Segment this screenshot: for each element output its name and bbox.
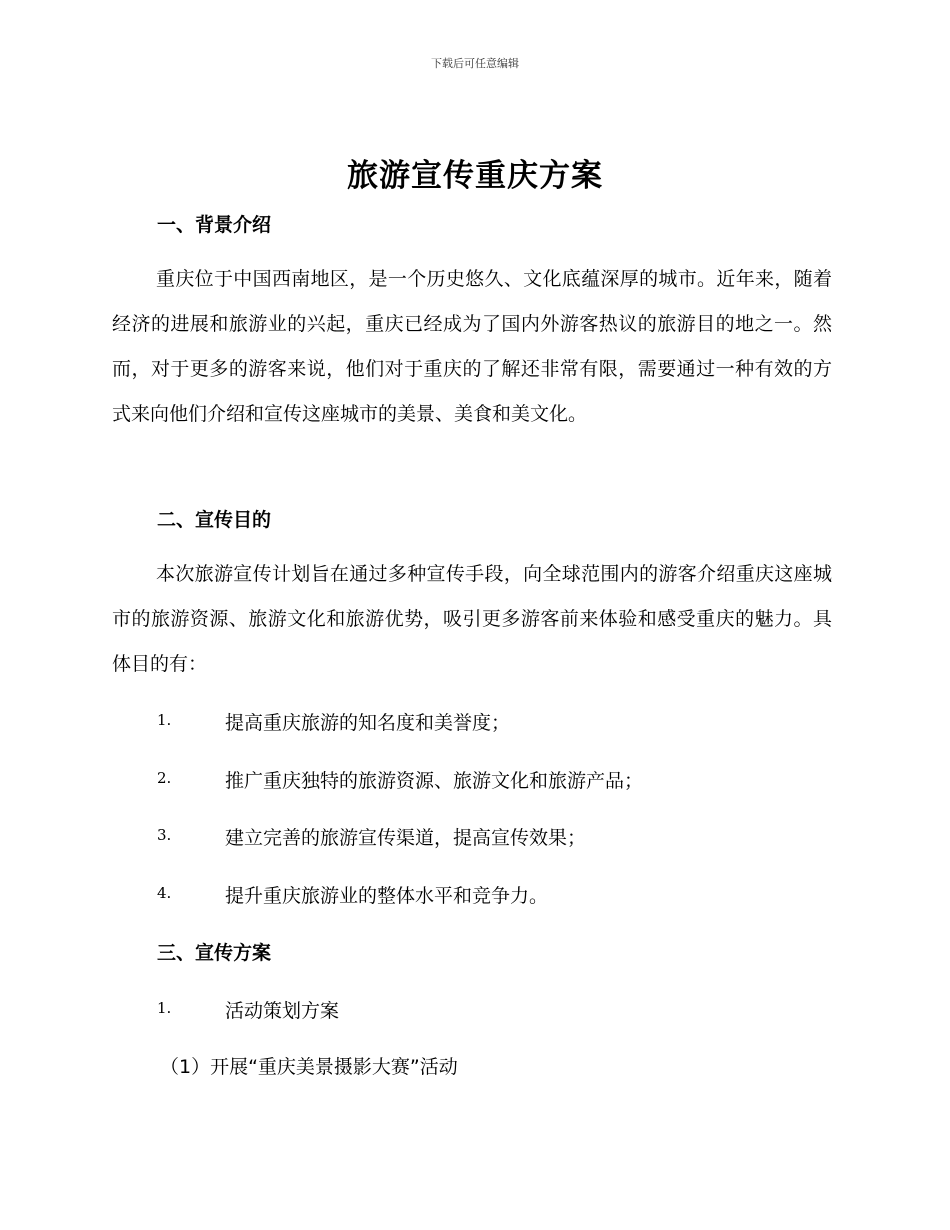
document-title: 旅游宣传重庆方案 xyxy=(347,158,603,194)
list-text: 活动策划方案 xyxy=(225,1000,340,1022)
paragraph-purpose: 本次旅游宣传计划旨在通过多种宣传手段，向全球范围内的游客介绍重庆这座城市的旅游资源、旅游文化和旅游优势，吸引更多游客前来体验和感受重庆的魅力。具体目的有： xyxy=(112,563,832,675)
section-heading-background: 一、背景介绍 xyxy=(157,214,272,236)
list-text: 推广重庆独特的旅游资源、旅游文化和旅游产品； xyxy=(225,770,644,792)
list-number: 1. xyxy=(157,711,172,729)
list-item xyxy=(157,881,837,911)
sub-list-item: （1）开展“重庆美景摄影大赛”活动 xyxy=(160,1056,458,1078)
list-item xyxy=(157,823,837,853)
list-item xyxy=(157,708,837,738)
paragraph-background: 重庆位于中国西南地区，是一个历史悠久、文化底蕴深厚的城市。近年来，随着经济的进展和旅游业的兴起，重庆已经成为了国内外游客热议的旅游目的地之一。然而，对于更多的游客来说，他们对于重庆的了解还非常有限，需要通过一种有效的方式来向他们介绍和宣传这座城市的美景、美食和美文化。 xyxy=(112,268,832,425)
section-heading-plan: 三、宣传方案 xyxy=(157,942,272,964)
list-text: 提高重庆旅游的知名度和美誉度； xyxy=(225,712,511,734)
section-heading-purpose: 二、宣传目的 xyxy=(157,509,272,531)
list-item xyxy=(157,766,837,796)
list-number: 4. xyxy=(157,884,172,902)
list-item xyxy=(157,996,837,1026)
list-text: 建立完善的旅游宣传渠道，提高宣传效果； xyxy=(225,827,587,849)
list-number: 2. xyxy=(157,769,172,787)
list-text: 提升重庆旅游业的整体水平和竞争力。 xyxy=(225,885,549,907)
list-number: 1. xyxy=(157,999,172,1017)
list-number: 3. xyxy=(157,826,172,844)
header-note: 下载后可任意编辑 xyxy=(431,57,519,70)
